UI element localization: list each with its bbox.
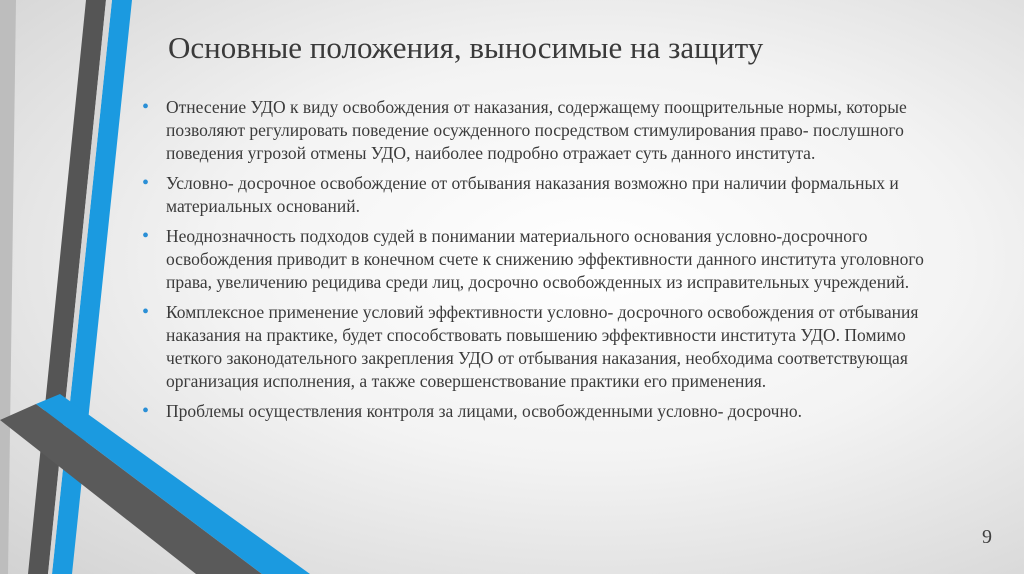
bullet-dot-icon: • <box>142 301 150 323</box>
bullet-text: Отнесение УДО к виду освобождения от наказания, содержащему поощрительные нормы, которые позволяют регулировать поведение осужденного посредством стимулирования право- послушного поведения угрозой отмены УДО, наиболее подробно отражает суть данного института. <box>166 97 907 163</box>
page-number: 9 <box>982 526 992 548</box>
bullet-dot-icon: • <box>142 225 150 247</box>
bullet-list <box>140 96 960 430</box>
bullet-text: Неоднозначность подходов судей в понимании материального основания условно-досрочного освобождения приводит в конечном счете к снижению эффективности данного института уголовного права, увеличению рецидива среди лиц, досрочно освобожденных из исправительных учреждений. <box>166 226 924 292</box>
bullet-text: Проблемы осуществления контроля за лицами, освобожденными условно- досрочно. <box>166 401 802 421</box>
bullet-dot-icon: • <box>142 400 150 422</box>
slide-title: Основные положения, выносимые на защиту <box>168 30 764 65</box>
bullet-text: Комплексное применение условий эффективности условно- досрочного освобождения от отбывания наказания на практике, будет способствовать повышению эффективности института УДО. Помимо четкого законодательного закрепления УДО от отбывания наказания, необходима соответствующая организация исполнения, а также совершенствование практики его применения. <box>166 302 919 391</box>
list-item <box>140 400 960 423</box>
list-item <box>140 96 960 165</box>
left-light-stripe <box>0 0 16 574</box>
list-item <box>140 172 960 218</box>
bullet-text: Условно- досрочное освобождение от отбывания наказания возможно при наличии формальных и материальных оснований. <box>166 173 899 216</box>
bullet-dot-icon: • <box>142 96 150 118</box>
list-item <box>140 301 960 393</box>
bullet-dot-icon: • <box>142 172 150 194</box>
list-item <box>140 225 960 294</box>
